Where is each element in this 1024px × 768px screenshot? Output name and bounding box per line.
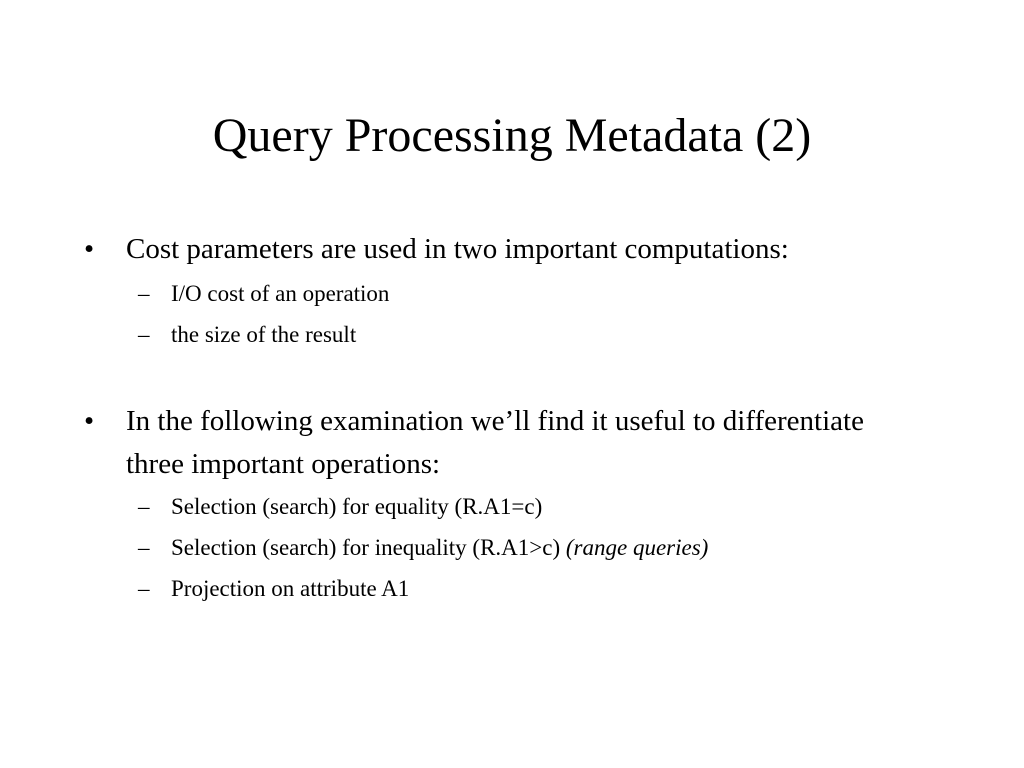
sub-bullet-text: Selection (search) for equality (R.A1=c) <box>171 494 543 519</box>
bullet-text: In the following examination we’ll find it useful to differentiate three important operations: <box>126 405 864 480</box>
dash-icon: – <box>138 494 150 519</box>
bullet-icon: • <box>84 405 95 437</box>
sub-bullet-text: Projection on attribute A1 <box>171 576 410 601</box>
dash-icon: – <box>138 281 150 306</box>
bullet-item <box>84 400 924 486</box>
bullet-icon: • <box>84 233 95 265</box>
sub-bullet-text: the size of the result <box>171 322 357 347</box>
sub-bullet-item <box>138 492 918 522</box>
sub-bullet-content <box>171 533 708 563</box>
sub-bullet-item <box>138 320 918 350</box>
slide-title: Query Processing Metadata (2) <box>212 109 812 162</box>
sub-bullet-item <box>138 574 918 604</box>
range-queries-note: (range queries) <box>565 535 709 560</box>
dash-icon: – <box>138 322 150 347</box>
sub-bullet-item <box>138 533 918 563</box>
sub-bullet-text: I/O cost of an operation <box>171 281 390 306</box>
sub-bullet-item <box>138 279 918 309</box>
bullet-item <box>84 228 924 271</box>
dash-icon: – <box>138 535 150 560</box>
bullet-text: Cost parameters are used in two important computations: <box>126 233 789 265</box>
sub-bullet-text: Selection (search) for inequality (R.A1>c) <box>171 535 561 560</box>
dash-icon: – <box>138 576 150 601</box>
